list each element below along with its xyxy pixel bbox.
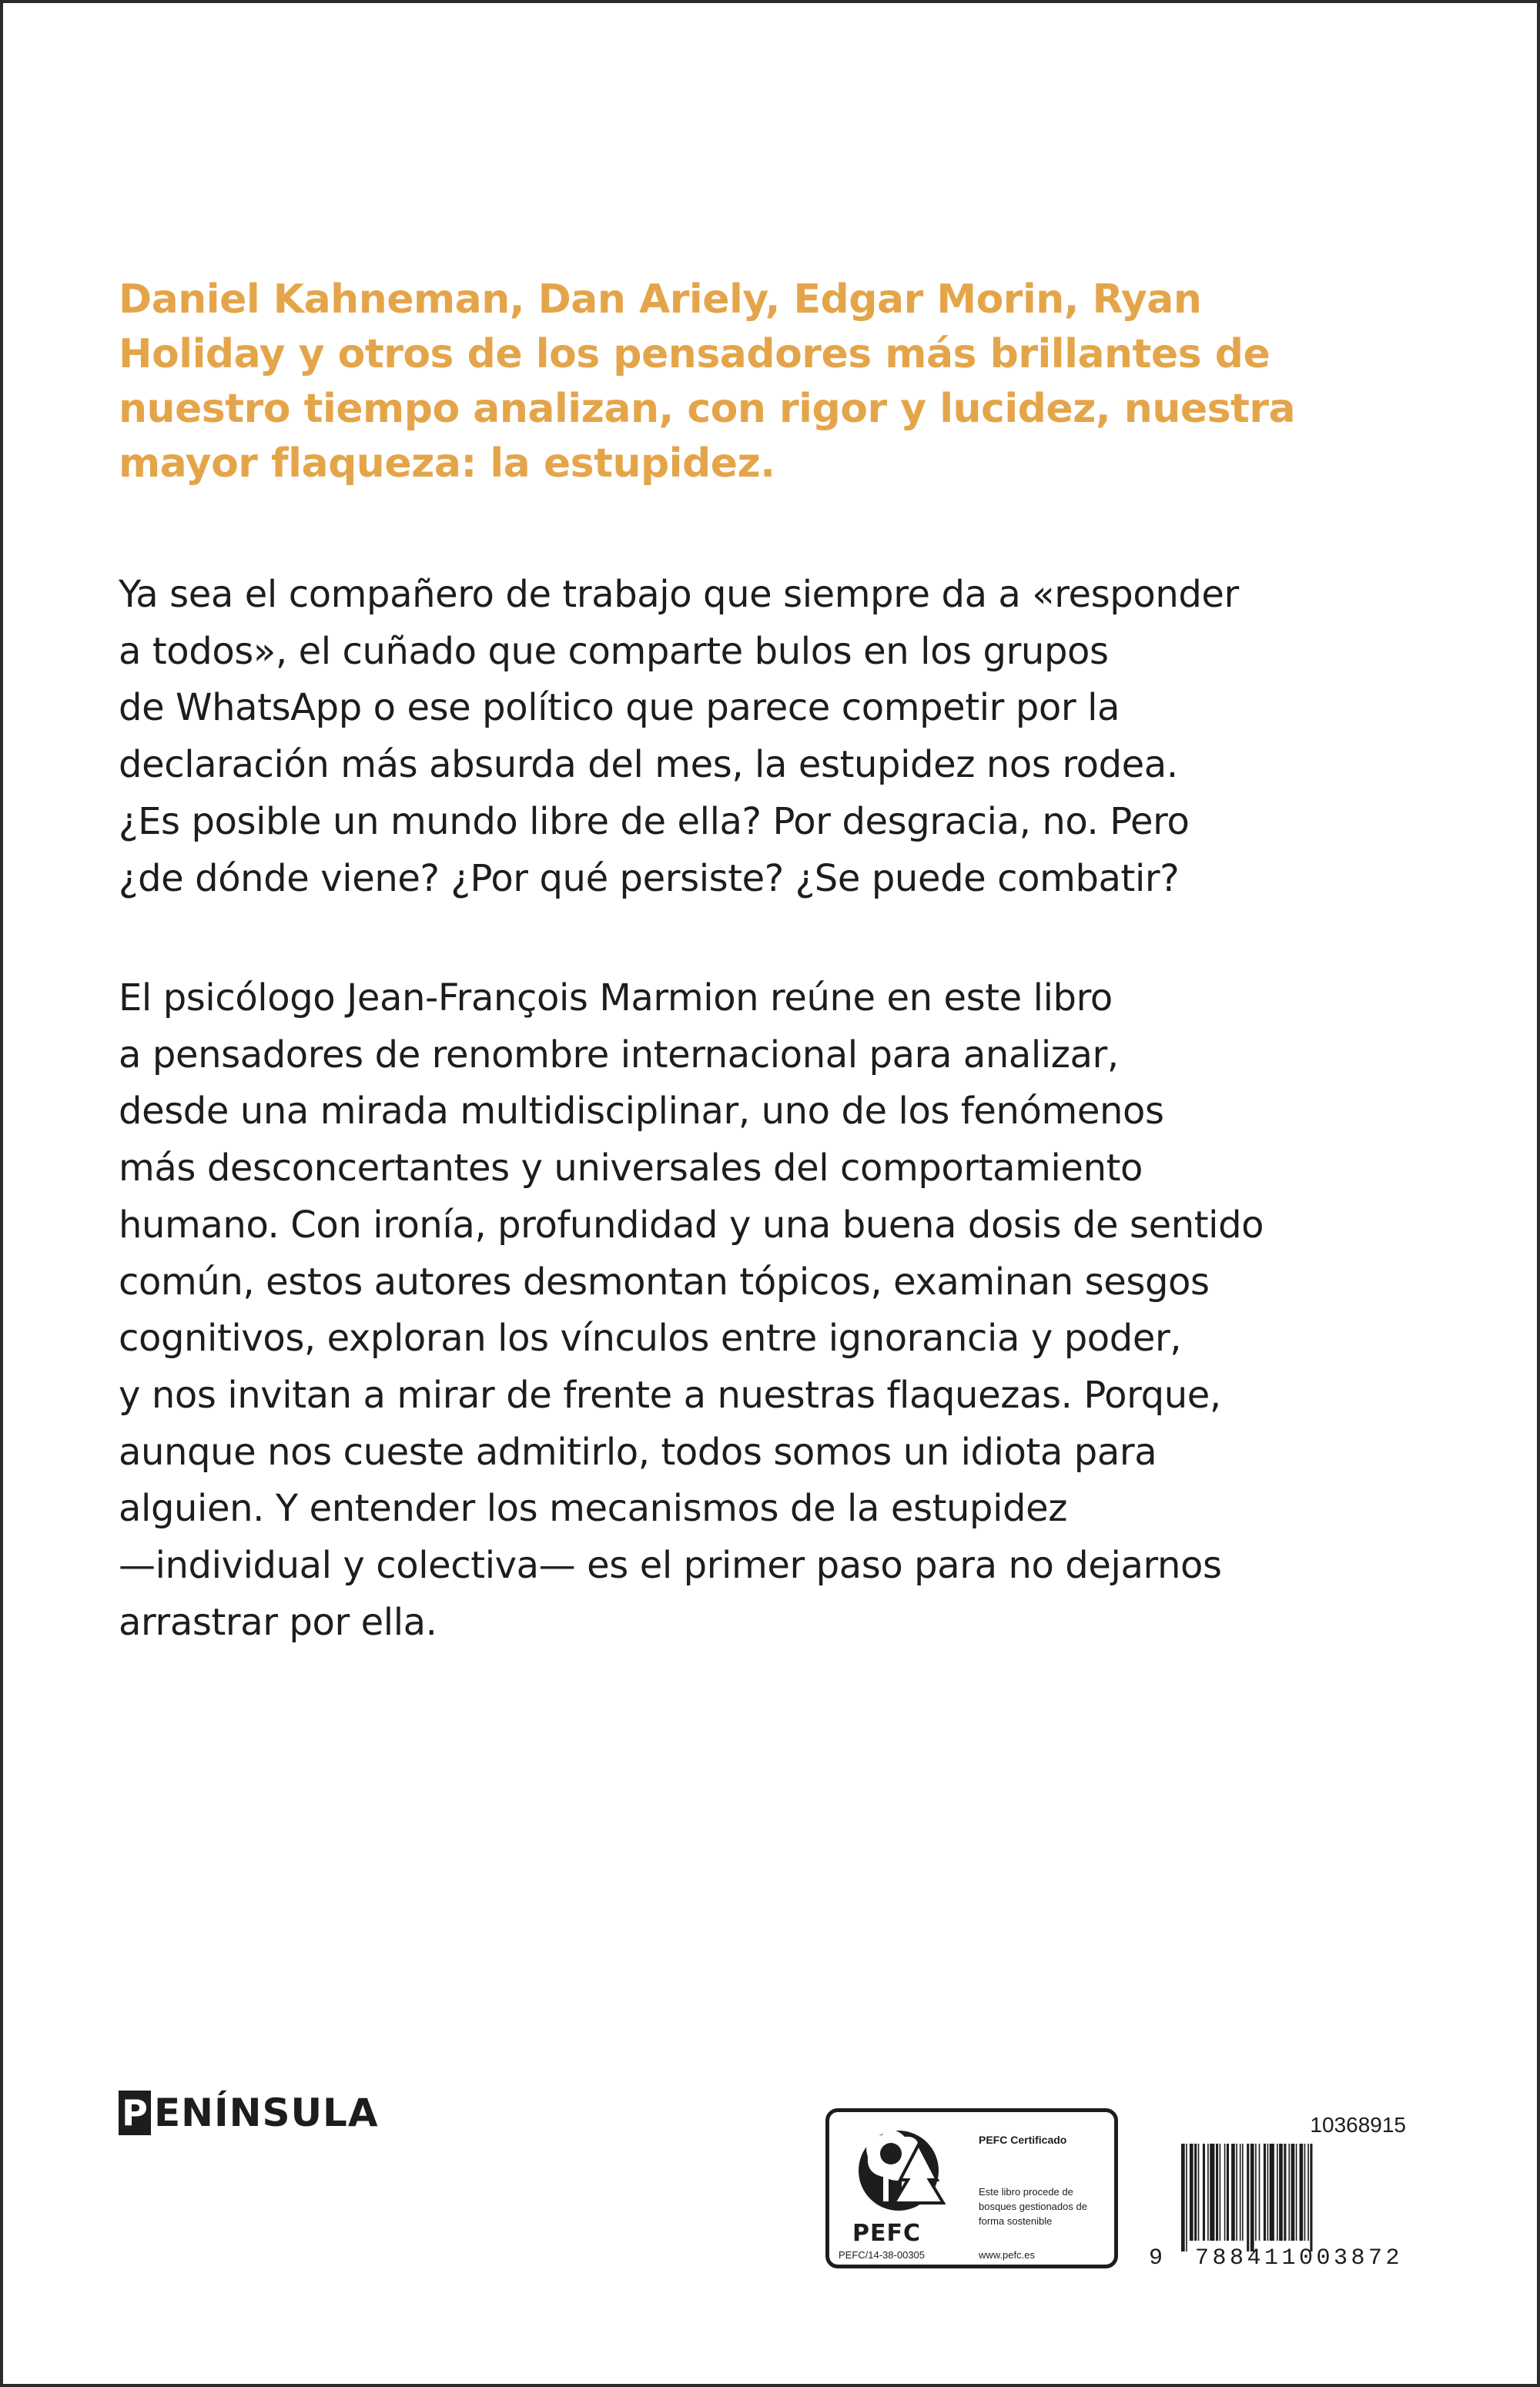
barcode-bar: [1304, 2144, 1306, 2241]
barcode-bar: [1279, 2144, 1283, 2241]
body-line: ¿Es posible un mundo libre de ella? Por desgracia, no. Pero: [119, 799, 1190, 843]
barcode-bar: [1250, 2144, 1254, 2251]
body-line: desde una mirada multidisciplinar, uno de los fenómenos: [119, 1090, 1164, 1133]
body-line: ¿de dónde viene? ¿Por qué persiste? ¿Se puede combatir?: [119, 856, 1180, 900]
barcode-bar: [1203, 2144, 1205, 2241]
barcode-bar: [1240, 2144, 1241, 2241]
lead-line: Holiday y otros de los pensadores más brillantes de: [119, 331, 1270, 377]
lead-line: mayor flaqueza: la estupidez.: [119, 440, 775, 487]
lead-line: Daniel Kahneman, Dan Ariely, Edgar Morin, Ryan: [119, 276, 1202, 323]
barcode-bar: [1255, 2144, 1257, 2241]
barcode-bar: [1186, 2144, 1187, 2251]
barcode-bar: [1277, 2144, 1278, 2241]
barcode-bar: [1259, 2144, 1260, 2241]
pefc-title: PEFC Certificado: [979, 2134, 1067, 2146]
barcode-bar: [1264, 2144, 1266, 2241]
body-line: humano. Con ironía, profundidad y una buena dosis de sentido: [119, 1203, 1264, 1247]
body-line: cognitivos, exploran los vínculos entre ignorancia y poder,: [119, 1317, 1182, 1361]
body-line: —individual y colectiva— es el primer paso para no dejarnos: [119, 1544, 1222, 1588]
barcode-bar: [1198, 2144, 1200, 2241]
body-line: Ya sea el compañero de trabajo que siempre da a «responder: [119, 573, 1239, 616]
barcode-bar: [1216, 2144, 1218, 2241]
pefc-certification-box: [825, 2108, 1118, 2268]
publisher-logo-letter: P: [119, 2091, 151, 2135]
body-line: El psicólogo Jean-François Marmion reúne en este libro: [119, 976, 1113, 1019]
barcode-bar: [1267, 2144, 1269, 2241]
barcode-block: [1149, 2113, 1411, 2275]
body-line: declaración más absurda del mes, la estupidez nos rodea.: [119, 743, 1178, 787]
pefc-logo-word: PEFC: [852, 2220, 921, 2247]
publisher-logo-name: ENÍNSULA: [154, 2091, 379, 2135]
barcode-bar: [1296, 2144, 1297, 2241]
body-line: y nos invitan a mirar de frente a nuestras flaquezas. Porque,: [119, 1373, 1221, 1417]
internal-code: 10368915: [1310, 2113, 1406, 2137]
lead-line: nuestro tiempo analizan, con rigor y lucidez, nuestra: [119, 386, 1296, 432]
body-line: a todos», el cuñado que comparte bulos en los grupos: [119, 629, 1109, 673]
barcode-bar: [1291, 2144, 1295, 2241]
barcode-bar: [1224, 2144, 1226, 2241]
barcode-bar: [1207, 2144, 1209, 2241]
barcode-bar: [1270, 2144, 1274, 2241]
barcode-bar: [1310, 2144, 1312, 2251]
body-line: arrastrar por ella.: [119, 1600, 437, 1644]
barcode-bar: [1247, 2144, 1249, 2251]
pefc-code: PEFC/14-38-00305: [839, 2249, 926, 2261]
paragraph-2: [119, 970, 1443, 1651]
publisher-logo: [119, 2082, 379, 2144]
body-line: más desconcertantes y universales del comportamiento: [119, 1147, 1143, 1190]
lead-blurb: [119, 273, 1397, 491]
barcode-bar: [1300, 2144, 1304, 2241]
barcode-bars: [1180, 2144, 1403, 2251]
barcode-bar: [1210, 2144, 1214, 2241]
body-line: de WhatsApp o ese político que parece competir por la: [119, 686, 1120, 730]
barcode-bar: [1231, 2144, 1235, 2241]
isbn-digits: 788411003872: [1195, 2245, 1404, 2272]
barcode-bar: [1284, 2144, 1286, 2241]
body-line: a pensadores de renombre internacional para analizar,: [119, 1033, 1119, 1076]
body-line: aunque nos cueste admitirlo, todos somos un idiota para: [119, 1430, 1157, 1474]
paragraph-1: [119, 567, 1443, 907]
pefc-description: Este libro procede de bosques gestionados de forma sostenible: [979, 2186, 1087, 2227]
barcode-bar: [1181, 2144, 1185, 2251]
body-line: alguien. Y entender los mecanismos de la estupidez: [119, 1487, 1068, 1531]
barcode-bar: [1227, 2144, 1229, 2241]
barcode-bar: [1220, 2144, 1221, 2241]
barcode-bar: [1236, 2144, 1237, 2241]
barcode-bar: [1307, 2144, 1309, 2241]
barcode-bar: [1289, 2144, 1291, 2241]
isbn-first-digit: 9: [1149, 2245, 1163, 2272]
body-line: común, estos autores desmontan tópicos, examinan sesgos: [119, 1260, 1210, 1304]
pefc-url: www.pefc.es: [979, 2249, 1035, 2261]
barcode-bar: [1190, 2144, 1194, 2241]
barcode-bar: [1242, 2144, 1244, 2241]
barcode-bar: [1194, 2144, 1197, 2241]
